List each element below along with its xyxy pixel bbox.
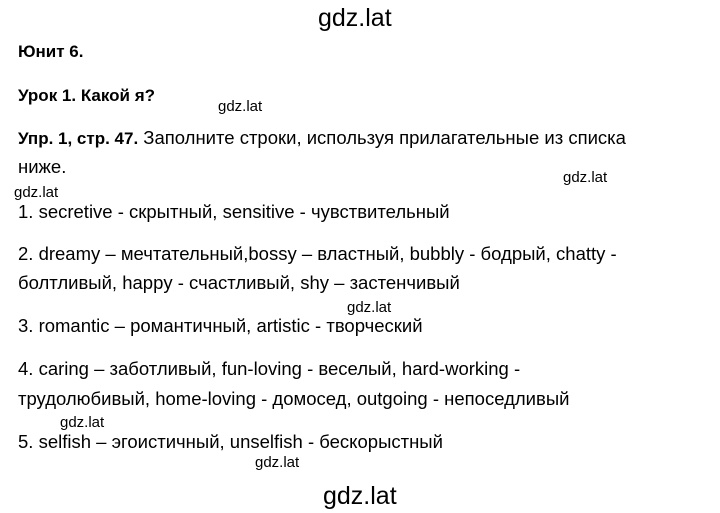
exercise-instruction-text: Заполните строки, используя прилагательные из списка (138, 127, 626, 148)
exercise-instruction-continued: ниже. (18, 156, 67, 177)
unit-title: Юнит 6. (18, 42, 84, 61)
answer-item-2-line-2: болтливый, happy - счастливый, shy – застенчивый (18, 272, 460, 293)
answer-item-4-line-1: 4. caring – заботливый, fun-loving - веселый, hard-working - (18, 358, 521, 379)
watermark-left-item5: gdz.lat (60, 414, 105, 431)
exercise-label: Упр. 1, стр. 47. (18, 129, 139, 148)
watermark-top: gdz.lat (318, 4, 392, 32)
lesson-title: Урок 1. Какой я? (18, 86, 156, 105)
watermark-right-task: gdz.lat (563, 169, 608, 186)
answer-item-1-line-1: 1. secretive - скрытный, sensitive - чувствительный (18, 201, 450, 222)
exercise-instruction (18, 127, 626, 149)
watermark-after-lesson: gdz.lat (218, 98, 263, 115)
answer-item-4-line-2: трудолюбивый, home-loving - домосед, outgoing - непоседливый (18, 388, 570, 409)
watermark-left-task: gdz.lat (14, 184, 59, 201)
answer-item-5-line-1: 5. selfish – эгоистичный, unselfish - бескорыстный (18, 431, 443, 452)
watermark-bottom: gdz.lat (323, 482, 397, 510)
watermark-under-item5: gdz.lat (255, 454, 300, 471)
watermark-mid-item3: gdz.lat (347, 299, 392, 316)
answer-item-2-line-1: 2. dreamy – мечтательный,bossy – властный, bubbly - бодрый, chatty - (18, 243, 617, 264)
answer-item-3-line-1: 3. romantic – романтичный, artistic - творческий (18, 315, 423, 336)
